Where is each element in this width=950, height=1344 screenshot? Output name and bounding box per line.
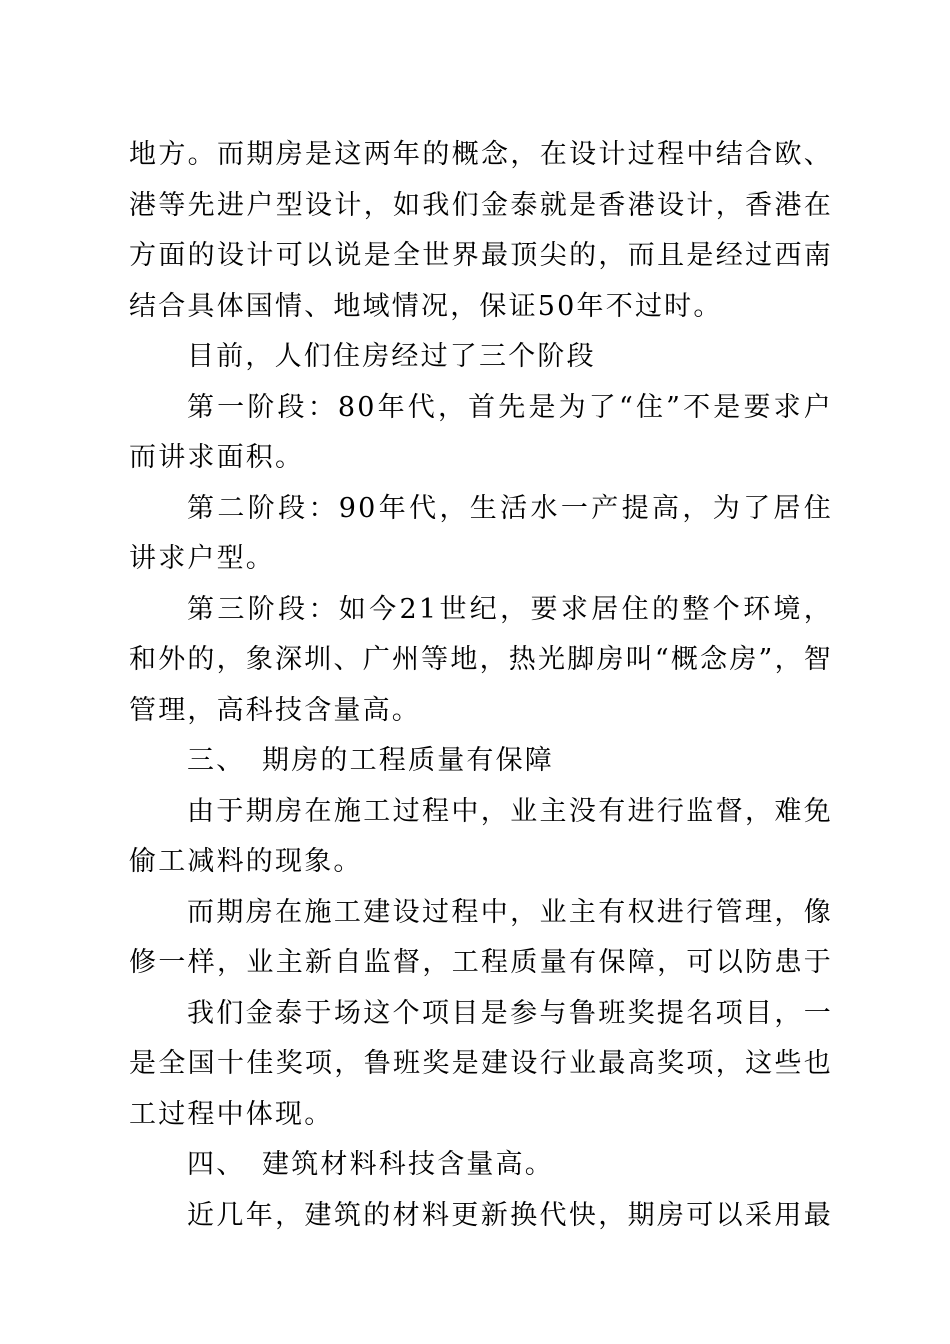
text-line: 港等先进户型设计，如我们金泰就是香港设计，香港在 — [129, 189, 833, 221]
text-line: 第二阶段：90年代，生活水一产提高，为了居住 — [187, 492, 833, 524]
text-line: 目前，人们住房经过了三个阶段 — [187, 341, 596, 372]
text-line: 而讲求面积。 — [129, 442, 305, 473]
text-line: 工过程中体现。 — [129, 1098, 334, 1130]
text-line: 管理，高科技含量高。 — [129, 694, 421, 726]
text-line: 由于期房在施工过程中，业主没有进行监督，难免 — [187, 795, 833, 827]
heading-number: 四、 — [187, 1149, 246, 1180]
heading-text: 期房的工程质量有保障 — [262, 745, 554, 776]
text-line: 偷工减料的现象。 — [129, 846, 363, 877]
text-line: 讲求户型。 — [129, 543, 275, 574]
text-line: 结合具体国情、地域情况，保证50年不过时。 — [129, 290, 723, 322]
section-heading-three — [129, 736, 833, 787]
text-line: 是全国十佳奖项，鲁班奖是建设行业最高奖项，这些也 — [129, 1048, 833, 1079]
text-line: 修一样，业主新自监督，工程质量有保障，可以防患于 — [129, 947, 833, 978]
text-line: 而期房在施工建设过程中，业主有权进行管理，像 — [187, 896, 833, 928]
heading-text: 建筑材料科技含量高。 — [262, 1149, 554, 1180]
text-line: 第一阶段：80年代，首先是为了“住”不是要求户 — [187, 391, 833, 423]
text-line: 第三阶段：如今21世纪，要求居住的整个环境， — [187, 593, 833, 625]
text-line: 近几年，建筑的材料更新换代快，期房可以采用最 — [187, 1199, 833, 1231]
text-line: 和外的，象深圳、广州等地，热光脚房叫“概念房”，智 — [129, 644, 833, 675]
document-body — [129, 130, 833, 1241]
text-line: 我们金泰于场这个项目是参与鲁班奖提名项目，一 — [187, 997, 833, 1029]
section-heading-four — [129, 1140, 833, 1191]
text-line: 方面的设计可以说是全世界最顶尖的，而且是经过西南 — [129, 240, 833, 271]
heading-number: 三、 — [187, 745, 246, 776]
text-line: 地方。而期房是这两年的概念，在设计过程中结合欧、 — [129, 139, 833, 170]
